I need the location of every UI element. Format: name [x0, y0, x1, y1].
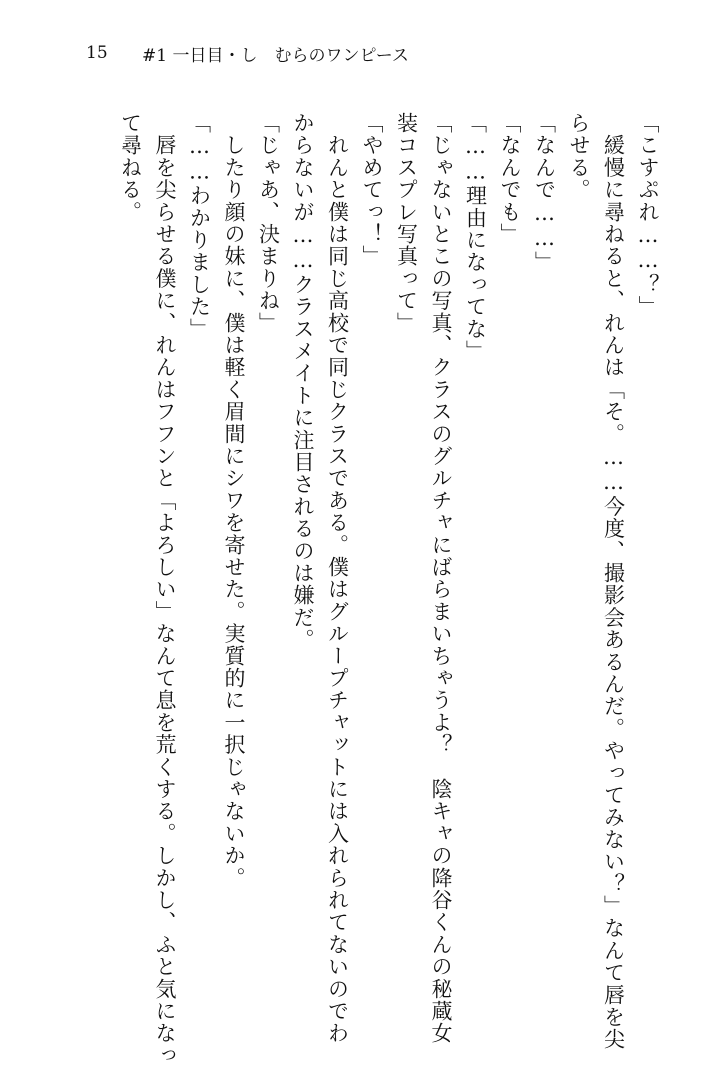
text-line: 「なんで……」	[532, 112, 557, 274]
text-line: 「……わかりました」	[187, 112, 212, 340]
text-line: 「……理由になってな」	[463, 112, 488, 363]
chapter-title: #1 一日目・し むらのワンピース	[142, 45, 409, 66]
vertical-body-text	[113, 112, 665, 1067]
text-line: 緩慢に尋ねると、れんは「そ。……今度、撮影会あるんだ。やってみない？」なんて唇を尖	[601, 112, 626, 1051]
text-line: 「やめてっ！」	[360, 112, 384, 268]
text-line: からないが……クラスメイトに注目されるのは嫌だ。	[291, 112, 315, 651]
text-line: 唇を尖らせる僕に、れんはフフンと「よろしい」なんて息を荒くする。しかし、ふと気になっ	[153, 112, 177, 1067]
text-line: て尋ねる。	[118, 112, 143, 223]
page-number: 15	[86, 43, 108, 63]
text-line: 「なんでも」	[498, 112, 522, 246]
text-line: 装コスプレ写真って」	[394, 112, 419, 334]
text-line: 「じゃないとこの写真、クラスのグルチャにばらまいちゃうよ？ 陰キャの降谷くんの秘蔵女	[429, 112, 453, 1045]
text-line: したり顔の妹に、僕は軽く眉間にシワを寄せた。実質的に一択じゃないか。	[222, 112, 246, 889]
text-line: らせる。	[567, 112, 591, 201]
page-header	[86, 40, 409, 66]
text-line: 「こすぷれ……？」	[636, 112, 660, 318]
text-line: れんと僕は同じ高校で同じクラスである。僕はグループチャットには入れられてないのでわ	[325, 112, 350, 1045]
text-line: 「じゃあ、決まりね」	[256, 112, 281, 334]
